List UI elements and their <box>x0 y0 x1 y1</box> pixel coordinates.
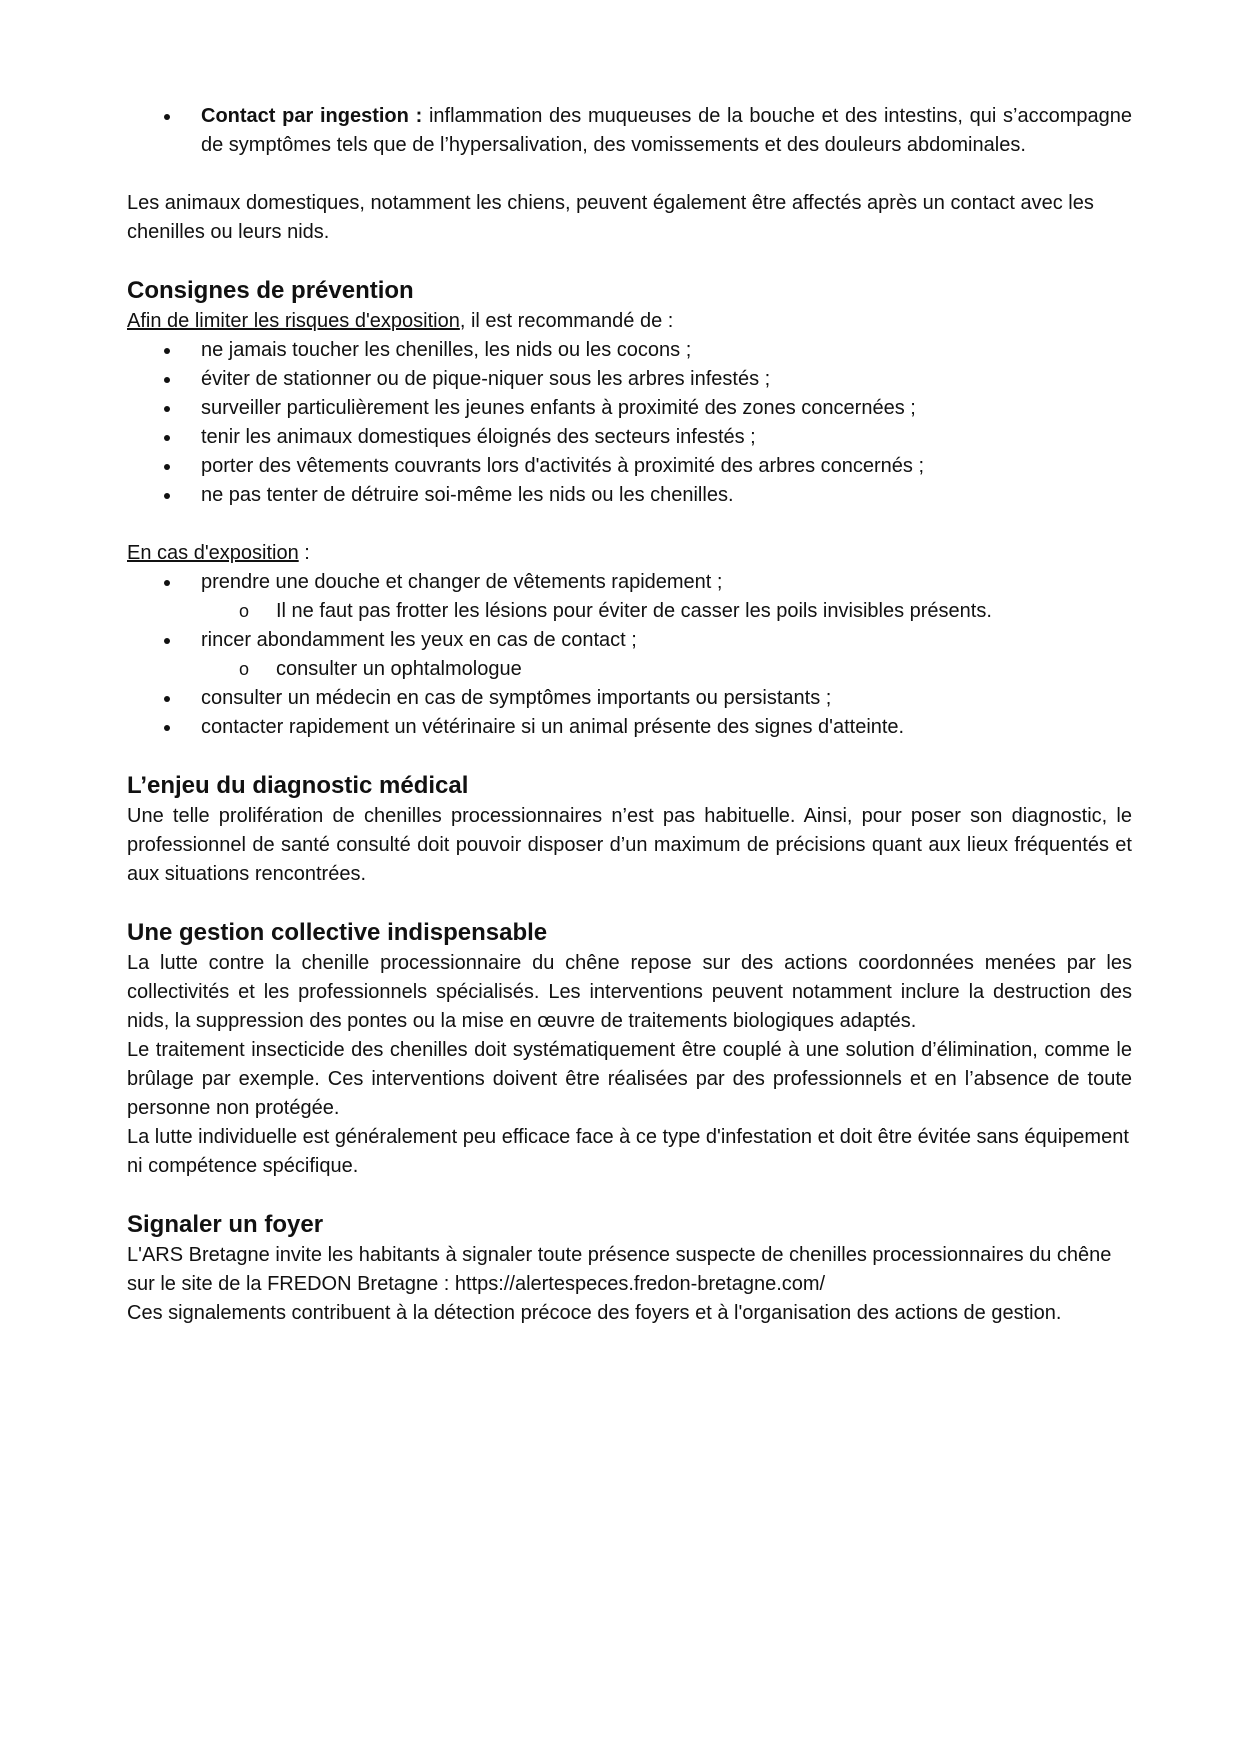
gestion-paragraph-1: La lutte contre la chenille processionnaire du chêne repose sur des actions coordonnées menées par les collectivités et les professionnels spécialisés. Les interventions peuvent notamment inclure la destruction des nids, la suppression des pontes ou la mise en œuvre de traitements biologiques adaptés. <box>127 952 1132 1032</box>
list-item: porter des vêtements couvrants lors d'activités à proximité des arbres concernés ; <box>127 452 1132 481</box>
animals-paragraph: Les animaux domestiques, notamment les chiens, peuvent également être affectés après un contact avec les chenilles ou leurs nids. <box>127 192 1094 243</box>
list-item: ne jamais toucher les chenilles, les nids ou les cocons ; <box>127 336 1132 365</box>
prevention-intro-rest: , il est recommandé de : <box>459 310 674 332</box>
heading-prevention: Consignes de prévention <box>127 277 414 304</box>
signaler-paragraph-1: L'ARS Bretagne invite les habitants à signaler toute présence suspecte de chenilles processionnaires du chêne sur le site de la FREDON Bretagne : https://alertespeces.fredon-bretagne.com/ <box>127 1244 1112 1295</box>
prevention-intro <box>127 307 1132 336</box>
signaler-paragraph-2: Ces signalements contribuent à la détection précoce des foyers et à l'organisation des actions de gestion. <box>127 1302 1062 1324</box>
list-item: surveiller particulièrement les jeunes enfants à proximité des zones concernées ; <box>127 394 1132 423</box>
diagnostic-paragraph: Une telle prolifération de chenilles processionnaires n’est pas habituelle. Ainsi, pour poser son diagnostic, le professionnel de santé consulté doit pouvoir disposer d’un maximum de précisions quant aux lieux fréquentés et aux situations rencontrées. <box>127 805 1132 885</box>
sub-list-item: o consulter un ophtalmologue <box>127 655 1132 684</box>
list-item: éviter de stationner ou de pique-niquer sous les arbres infestés ; <box>127 365 1132 394</box>
sub-list-item: o Il ne faut pas frotter les lésions pour éviter de casser les poils invisibles présents. <box>127 597 1132 626</box>
heading-signaler: Signaler un foyer <box>127 1211 324 1238</box>
gestion-paragraph-3: La lutte individuelle est généralement peu efficace face à ce type d'infestation et doit être évitée sans équipement ni compétence spécifique. <box>127 1126 1129 1177</box>
list-item-ingestion <box>127 102 1132 160</box>
ingestion-text: inflammation des muqueuses de la bouche et des intestins, qui s’accompagne de symptômes tels que de l’hypersalivation, des vomissements et des douleurs abdominales. <box>201 105 1132 156</box>
gestion-paragraph-2: Le traitement insecticide des chenilles doit systématiquement être couplé à une solution d’élimination, comme le brûlage par exemple. Ces interventions doivent être réalisées par des professionnels et en l’absence de toute personne non protégée. <box>127 1039 1132 1119</box>
list-item: rincer abondamment les yeux en cas de contact ; <box>127 626 1132 655</box>
document-page <box>127 102 1132 1328</box>
heading-diagnostic: L’enjeu du diagnostic médical <box>127 772 469 799</box>
ingestion-label: Contact par ingestion : <box>201 105 423 127</box>
list-item: ne pas tenter de détruire soi-même les nids ou les chenilles. <box>127 481 1132 510</box>
list-item: contacter rapidement un vétérinaire si un animal présente des signes d'atteinte. <box>127 713 1132 742</box>
exposure-intro-rest: : <box>298 542 310 564</box>
list-item: prendre une douche et changer de vêtements rapidement ; <box>127 568 1132 597</box>
exposure-intro <box>127 539 1132 568</box>
prevention-intro-underlined: Afin de limiter les risques d'exposition <box>127 310 460 332</box>
list-item: consulter un médecin en cas de symptômes importants ou persistants ; <box>127 684 1132 713</box>
exposure-list <box>127 568 1132 742</box>
heading-gestion: Une gestion collective indispensable <box>127 919 548 946</box>
prevention-list <box>127 336 1132 510</box>
exposure-intro-underlined: En cas d'exposition <box>127 542 299 564</box>
ingestion-list <box>127 102 1132 160</box>
list-item: tenir les animaux domestiques éloignés des secteurs infestés ; <box>127 423 1132 452</box>
